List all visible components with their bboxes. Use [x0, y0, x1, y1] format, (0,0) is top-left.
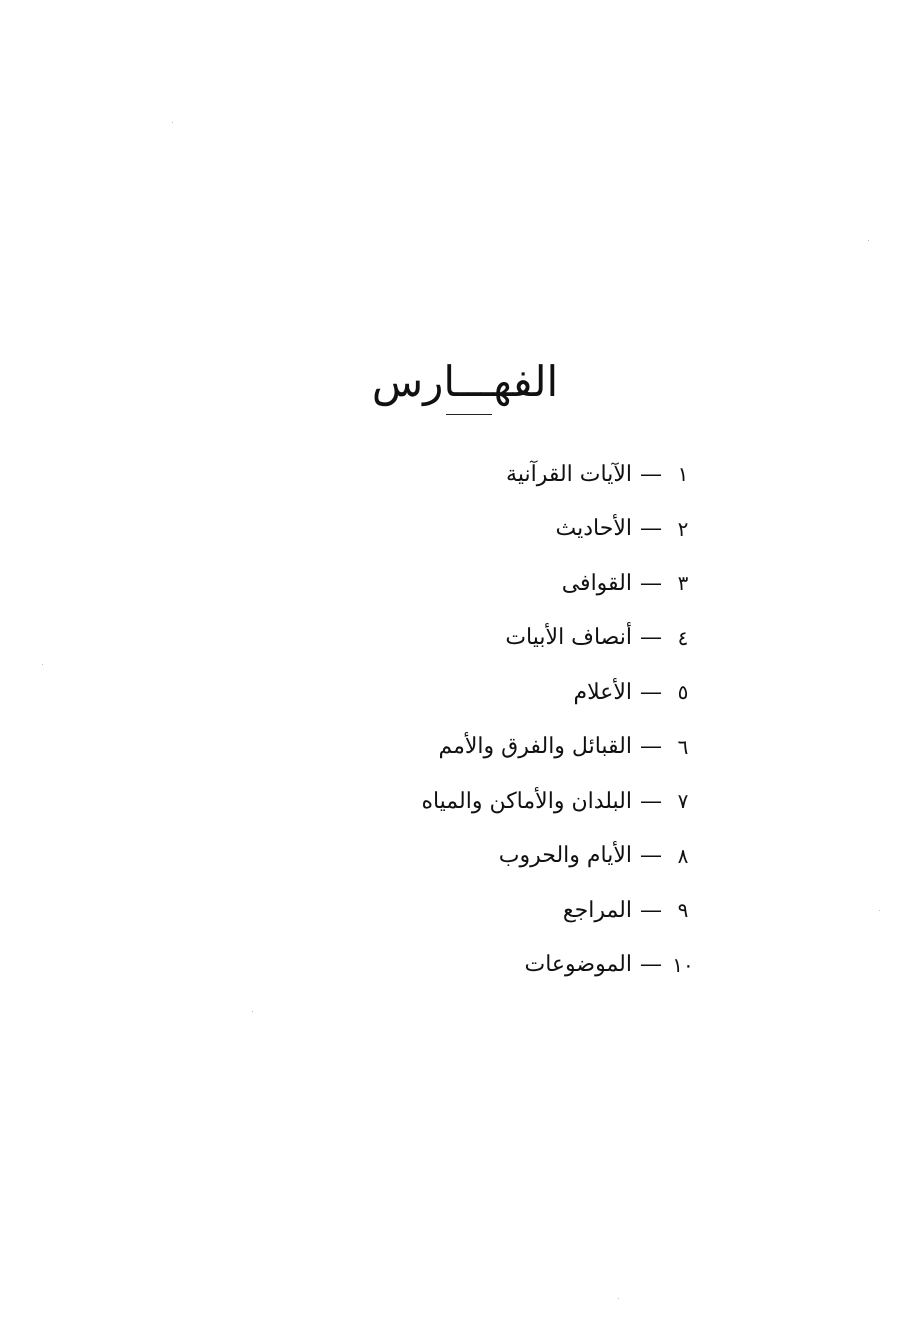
list-item [376, 829, 696, 884]
item-number: ٦ [677, 734, 689, 759]
item-label: الأعلام [573, 679, 632, 705]
item-label: القوافى [561, 570, 632, 596]
item-number: ٨ [677, 843, 689, 868]
item-dash: — [640, 461, 662, 487]
paper-speck [868, 240, 869, 241]
list-item [376, 774, 696, 829]
item-label: الأيام والحروب [498, 843, 632, 869]
item-dash: — [640, 897, 662, 923]
paper-speck [172, 122, 173, 123]
item-number: ٤ [677, 625, 689, 650]
item-number: ٥ [677, 680, 689, 705]
item-number: ١ [677, 462, 689, 487]
item-dash: — [640, 788, 662, 814]
title-divider [446, 414, 492, 415]
item-dash: — [640, 570, 662, 596]
paper-speck [879, 910, 880, 911]
item-dash: — [640, 625, 662, 651]
list-item [376, 665, 696, 720]
item-label: أنصاف الأبيات [505, 625, 632, 651]
list-item [376, 556, 696, 611]
item-dash: — [640, 952, 662, 978]
item-number: ١٠ [672, 952, 694, 977]
paper-speck [618, 1298, 619, 1299]
page-title: الفهـــارس [371, 357, 559, 407]
item-label: الأحاديث [555, 516, 632, 542]
list-item [376, 447, 696, 502]
item-number: ٢ [677, 516, 689, 541]
paper-speck [252, 1011, 253, 1012]
item-label: الآيات القرآنية [506, 461, 632, 487]
item-dash: — [640, 516, 662, 542]
list-item [376, 938, 696, 993]
paper-speck [42, 664, 43, 665]
index-list [376, 447, 696, 992]
item-label: المراجع [562, 897, 632, 923]
item-label: الموضوعات [524, 952, 632, 978]
list-item [376, 502, 696, 557]
item-number: ٧ [677, 789, 689, 814]
item-number: ٩ [677, 898, 689, 923]
item-dash: — [640, 679, 662, 705]
item-label: القبائل والفرق والأمم [438, 734, 632, 760]
item-number: ٣ [677, 571, 689, 596]
list-item [376, 720, 696, 775]
item-dash: — [640, 734, 662, 760]
item-dash: — [640, 843, 662, 869]
list-item [376, 883, 696, 938]
list-item [376, 611, 696, 666]
item-label: البلدان والأماكن والمياه [421, 788, 632, 814]
